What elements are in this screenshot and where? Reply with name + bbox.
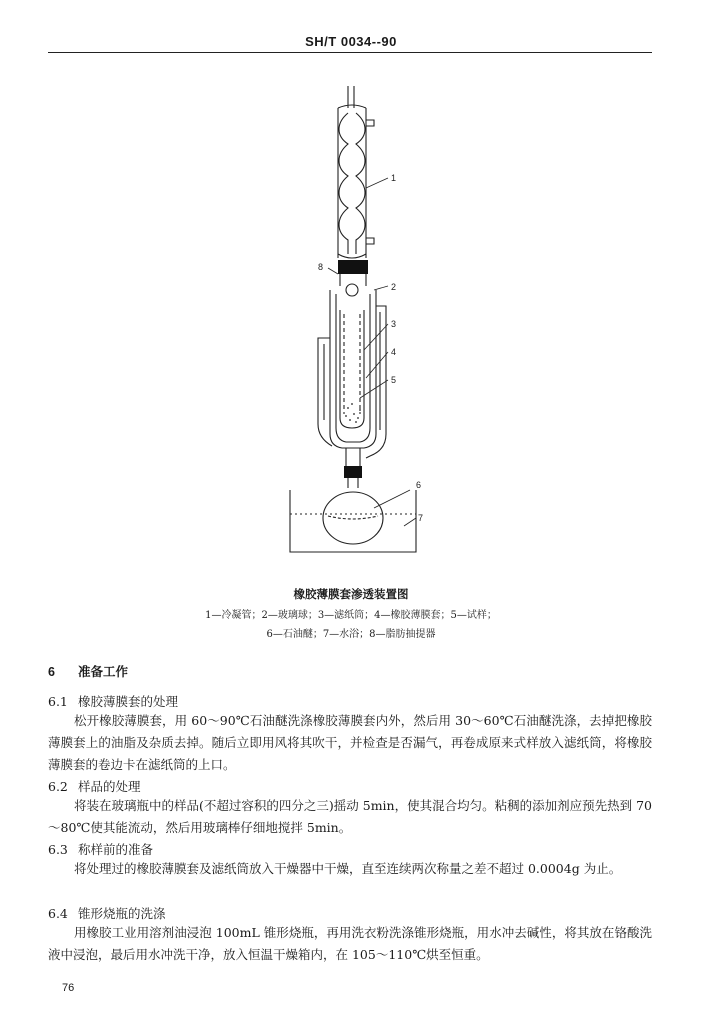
standard-code-header: SH/T 0034--90 (305, 34, 397, 49)
apparatus-figure (270, 78, 450, 578)
section-6-4-heading (48, 904, 166, 922)
figure-caption: 橡胶薄膜套渗透装置图 (293, 587, 409, 601)
section-6-title: 准备工作 (78, 665, 129, 679)
section-6-number: 6 (48, 665, 55, 679)
section-6-3-heading (48, 840, 153, 858)
page-number: 76 (62, 982, 75, 994)
section-6-4-text: 用橡胶工业用溶剂油浸泡 100mL 锥形烧瓶，再用洗衣粉洗涤锥形烧瓶，用水冲去碱性，将其放在铬酸洗液中浸泡，最后用水冲洗干净，放入恒温干燥箱内，在 105～110℃烘至恒重。 (48, 925, 652, 962)
section-6-4-title: 锥形烧瓶的洗涤 (78, 906, 166, 921)
callout-8: 8 (318, 262, 324, 272)
section-6-2-number: 6.2 (48, 779, 68, 794)
section-6-heading (48, 662, 128, 680)
callout-7: 7 (418, 513, 424, 523)
figure-legend-line1: 1—冷凝管；2—玻璃球；3—滤纸筒；4—橡胶薄膜套；5—试样； (205, 610, 497, 621)
lower-joint (344, 466, 362, 478)
section-6-1-text: 松开橡胶薄膜套，用 60～90℃石油醚洗涤橡胶薄膜套内外，然后用 30～60℃石油醚洗涤，去掉把橡胶薄膜套上的油脂及杂质去掉。随后立即用风将其吹干，并检查是否漏气，再卷成原来式样放入滤纸筒，将橡胶薄膜套的卷边卡在滤纸筒的上口。 (48, 713, 652, 772)
callout-4: 4 (391, 347, 397, 357)
callout-1: 1 (391, 173, 397, 183)
callout-5: 5 (391, 375, 397, 385)
ground-joint (338, 260, 368, 274)
section-6-1-title: 橡胶薄膜套的处理 (78, 694, 179, 709)
section-6-2-title: 样品的处理 (78, 779, 141, 794)
section-6-4-number: 6.4 (48, 906, 68, 921)
section-6-1-heading (48, 692, 178, 710)
figure-legend-line2: 6—石油醚；7—水浴；8—脂肪抽提器 (266, 629, 436, 640)
section-6-2-heading (48, 777, 141, 795)
section-6-2-text: 将装在玻璃瓶中的样品(不超过容积的四分之三)摇动 5min，使其混合均匀。粘稠的添加剂应预先热到 70～80℃使其能流动，然后用玻璃棒仔细地搅拌 5min。 (48, 798, 652, 835)
section-6-3-number: 6.3 (48, 842, 68, 857)
callout-3: 3 (391, 319, 397, 329)
section-6-1-number: 6.1 (48, 694, 68, 709)
header-rule (48, 52, 652, 53)
callout-2: 2 (391, 282, 397, 292)
section-6-3-text: 将处理过的橡胶薄膜套及滤纸筒放入干燥器中干燥，直至连续两次称量之差不超过 0.0004g 为止。 (74, 861, 622, 876)
callout-6: 6 (416, 480, 422, 490)
section-6-3-title: 称样前的准备 (78, 842, 154, 857)
